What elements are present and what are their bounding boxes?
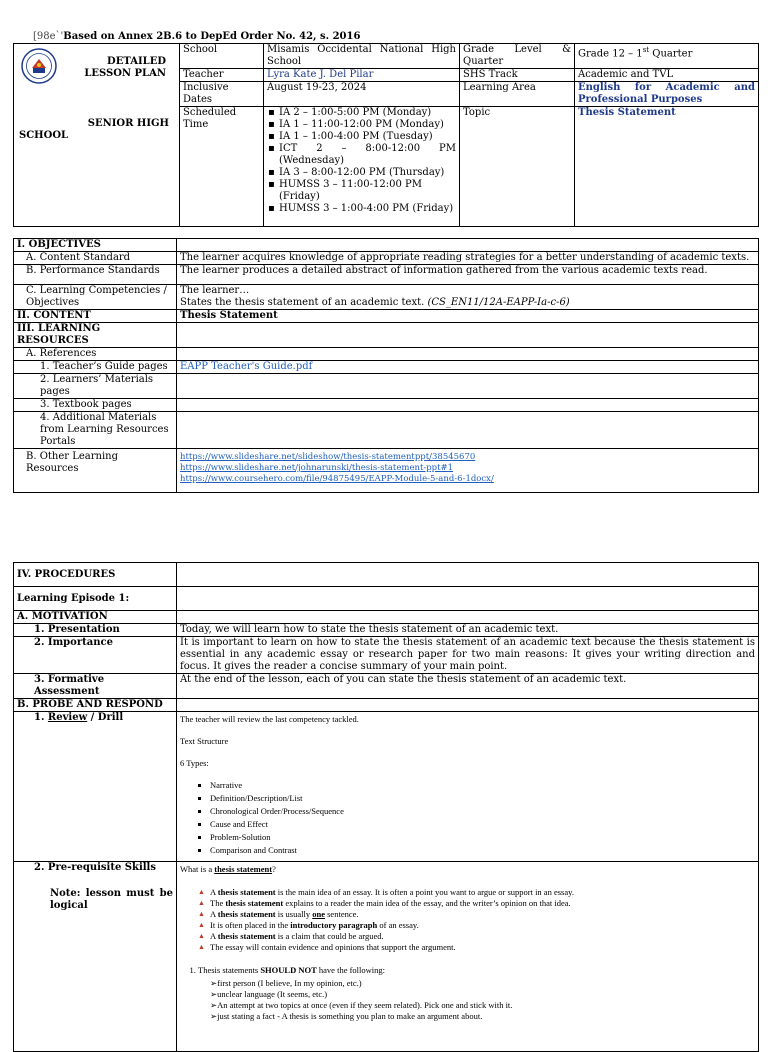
list-item: ▪ Narrative (210, 780, 755, 791)
topic-label: Topic (460, 107, 575, 227)
list-item: ▲ A thesis statement is a claim that could be argued. (210, 931, 755, 942)
empty-cell (177, 587, 759, 611)
learners-materials-label: 2. Learners’ Materials pages (14, 374, 177, 399)
probe-title: B. PROBE AND RESPOND (14, 699, 177, 712)
review-word: Review (47, 712, 88, 723)
thesis-facts-list (180, 887, 755, 953)
teacher-label: Teacher (180, 69, 264, 82)
other-resources-label: B. Other Learning Resources (14, 449, 177, 493)
shs-line2: SCHOOL (19, 130, 69, 141)
references-label: A. References (14, 348, 177, 361)
grade-value: Grade 12 – 1st Quarter (575, 44, 759, 69)
objectives-table (13, 238, 759, 493)
dlp-title: DETAILED LESSON PLAN (84, 56, 166, 79)
list-item: ▲ The essay will contain evidence and opinions that support the argument. (210, 942, 755, 953)
drill-word: / Drill (87, 712, 124, 723)
school-label: School (180, 44, 264, 69)
list-item: 1. Thesis statements SHOULD NOT have the following: ➢ first person (I believe, In my opinion, etc.) ➢ unclear language (It seems, etc.) ➢ An attempt at two topics at once (even if they seem related). Pick one and stick with it. ➢ just stating a fact - A thesis is something you plan to make an argument about. (198, 965, 755, 1022)
list-item: ➢ unclear language (It seems, etc.) (210, 989, 755, 1000)
list-item: ➢ first person (I believe, In my opinion, etc.) (210, 978, 755, 989)
objectives-title: I. OBJECTIVES (14, 239, 177, 252)
importance-value: It is important to learn on how to state the thesis statement of an academic text because the thesis statement is essential in any academic essay or research paper for two main reasons: It gives your writing direction and focus. It gives the reader a concise summary of your main point. (177, 637, 759, 674)
question-mark: ? (272, 864, 276, 874)
objective-code: (CS_EN11/12A-EAPP-Ia-c-6) (427, 297, 570, 308)
review-label: 1. Review / Drill (14, 712, 177, 862)
question-term: thesis statement (214, 864, 273, 874)
list-item: ▪ Definition/Description/List (210, 793, 755, 804)
prereq-title: 2. Pre-requisite Skills (34, 862, 156, 873)
schedule-item: ▪ HUMSS 3 – 1:00-4:00 PM (Friday) (279, 203, 456, 215)
content-standard-value: The learner acquires knowledge of appropriate reading strategies for a better understanding of academic texts. (177, 252, 759, 265)
review-subtitle: Text Structure (180, 736, 229, 746)
content-standard-label: A. Content Standard (14, 252, 177, 265)
content-title: II. CONTENT (14, 310, 177, 323)
competencies-objective (180, 297, 755, 309)
shs-title (19, 118, 169, 142)
list-item: ▲ A thesis statement is the main idea of an essay. It is often a point you want to argue or support in an essay. (210, 887, 755, 898)
schedule-list (267, 107, 456, 215)
schedule-item: ▪ IA 1 – 11:00-12:00 PM (Monday) (279, 119, 456, 131)
prereq-label (14, 862, 177, 1052)
annex-code: [98e`' (33, 31, 64, 42)
empty-cell (177, 412, 759, 449)
prereq-note: Note: lesson must be logical (50, 888, 173, 911)
annex-text: Based on Annex 2B.6 to DepEd Order No. 42, s. 2016 (63, 31, 361, 42)
additional-materials-label: 4. Additional Materials from Learning Resources Portals (14, 412, 177, 449)
textbook-label: 3. Textbook pages (14, 399, 177, 412)
empty-cell (177, 699, 759, 712)
motivation-title: A. MOTIVATION (14, 611, 177, 624)
track-label: SHS Track (460, 69, 575, 82)
importance-label: 2. Importance (14, 637, 177, 674)
area-label: Learning Area (460, 82, 575, 107)
should-not-items (198, 978, 755, 1022)
dates-label: Inclusive Dates (180, 82, 264, 107)
thesis-question (180, 864, 755, 875)
question-part: What is a (180, 864, 215, 874)
track-value: Academic and TVL (575, 69, 759, 82)
deped-seal-icon (21, 48, 57, 84)
competencies-intro: The learner… (180, 285, 250, 296)
list-item: ▲ The thesis statement explains to a reader the main idea of the essay, and the writer’s opinion on that idea. (210, 898, 755, 909)
resource-link[interactable]: https://www.slideshare.net/slideshow/thesis-statementppt/38545670 (180, 452, 476, 462)
procedures-title: IV. PROCEDURES (14, 563, 177, 587)
prereq-content (177, 862, 759, 1052)
empty-cell (177, 323, 759, 348)
area-value: English for Academic and Professional Purposes (575, 82, 759, 107)
objective-text: States the thesis statement of an academic text. (180, 297, 425, 308)
list-item: ▪ Comparison and Contrast (210, 845, 755, 856)
list-item: ▲ It is often placed in the introductory paragraph of an essay. (210, 920, 755, 931)
formative-value: At the end of the lesson, each of you can state the thesis statement of an academic text. (177, 674, 759, 699)
performance-standard-value: The learner produces a detailed abstract of information gathered from the various academic texts read. (177, 265, 759, 285)
empty-cell (177, 611, 759, 624)
review-content (177, 712, 759, 862)
schedule-item: ▪ IA 2 – 1:00-5:00 PM (Monday) (279, 107, 456, 119)
teacher-value: Lyra Kate J. Del Pilar (264, 69, 460, 82)
annex-note (33, 31, 360, 42)
topic-value: Thesis Statement (575, 107, 759, 227)
other-resources-links (177, 449, 759, 493)
review-types-label: 6 Types: (180, 758, 209, 768)
schedule-item: ▪ IA 3 – 8:00-12:00 PM (Thursday) (279, 167, 456, 179)
empty-cell (177, 374, 759, 399)
time-label: Scheduled Time (180, 107, 264, 227)
teachers-guide-cell (177, 361, 759, 374)
resource-link[interactable]: https://www.coursehero.com/file/94875495/EAPP-Module-5-and-6-1docx/ (180, 474, 494, 484)
performance-standard-label: B. Performance Standards (14, 265, 177, 285)
school-value: Misamis Occidental National High School (264, 44, 460, 69)
teachers-guide-link[interactable]: EAPP Teacher's Guide.pdf (180, 361, 313, 372)
empty-cell (177, 239, 759, 252)
empty-cell (177, 563, 759, 587)
list-item: ▲ A thesis statement is usually one sentence. (210, 909, 755, 920)
empty-cell (177, 348, 759, 361)
procedures-table (13, 562, 759, 1052)
list-item: ▪ Problem-Solution (210, 832, 755, 843)
list-item: ▪ Cause and Effect (210, 819, 755, 830)
competencies-value (177, 285, 759, 310)
grade-label: Grade Level & Quarter (460, 44, 575, 69)
presentation-value: Today, we will learn how to state the thesis statement of an academic text. (177, 624, 759, 637)
list-item: ▪ Chronological Order/Process/Sequence (210, 806, 755, 817)
presentation-label: 1. Presentation (14, 624, 177, 637)
schedule-cell (264, 107, 460, 227)
should-not-list (180, 965, 755, 1022)
dates-value: August 19-23, 2024 (264, 82, 460, 107)
list-item: ➢ An attempt at two topics at once (even if they seem related). Pick one and stick with it. (210, 1000, 755, 1011)
list-item: ➢ just stating a fact - A thesis is something you plan to make an argument about. (210, 1011, 755, 1022)
formative-label: 3. Formative Assessment (14, 674, 177, 699)
schedule-item: ▪ HUMSS 3 – 11:00-12:00 PM (Friday) (279, 179, 456, 203)
empty-cell (177, 399, 759, 412)
schedule-item: ▪ ICT 2 – 8:00-12:00 PM (Wednesday) (279, 143, 456, 167)
text-structure-list (180, 780, 755, 856)
review-intro: The teacher will review the last competency tackled. (180, 714, 359, 724)
teachers-guide-label: 1. Teacher’s Guide pages (14, 361, 177, 374)
shs-line1: SENIOR HIGH (87, 118, 169, 129)
resources-title: III. LEARNING RESOURCES (14, 323, 177, 348)
content-value: Thesis Statement (177, 310, 759, 323)
resource-link[interactable]: https://www.slideshare.net/johnarunski/thesis-statement-ppt#1 (180, 463, 454, 473)
competencies-label: C. Learning Competencies / Objectives (14, 285, 177, 310)
episode-title: Learning Episode 1: (14, 587, 177, 611)
schedule-item: ▪ IA 1 – 1:00-4:00 PM (Tuesday) (279, 131, 456, 143)
